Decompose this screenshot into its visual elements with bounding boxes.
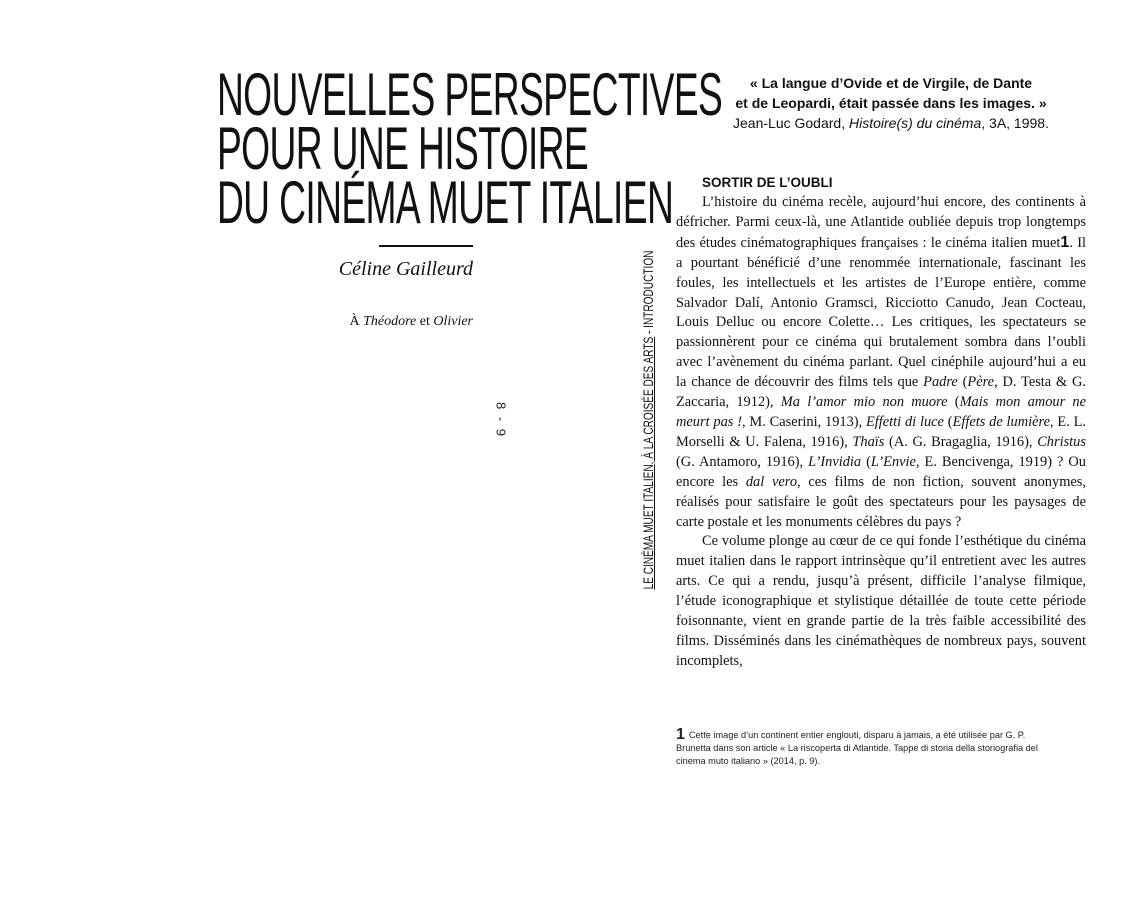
film-title-translation: Père [967,374,995,391]
text-run: , E. L. Morselli & U. Falena, 1916), [676,413,1086,450]
text-run: , M. Caserini, 1913), [742,413,866,430]
text-run: L’histoire du cinéma recèle, aujourd’hui encore, des continents à défricher. Parmi ceux-là, une Atlantide oubliée depuis trop longtemps des études cinématographiques françaises : le cinéma italien muet [676,194,1086,251]
chapter-title [216,61,723,236]
dedication-name-2: Olivier [433,314,473,329]
footnote-reference[interactable]: 1 [1060,233,1070,251]
epigraph-source-info: , 3A, 1998. [981,115,1049,131]
film-title: Thaïs [852,433,885,450]
title-divider [379,245,473,247]
film-title: Effetti di luce [865,413,944,430]
film-title-translation: L’Envie [870,453,916,470]
text-run: ( [957,374,968,391]
film-title: Christus [1037,433,1086,450]
text-run: . Il a pourtant bénéficié d’une renommée internationale, fascinant les foules, les intellectuels et les artistes de l’Europe entière, comme Salvador Dalí, Antonio Gramsci, Ricciotto Canudo, Jean Cocteau, Louis Delluc ou encore Colette… Les critiques, les spectateurs se passionnèrent pour ce cinéma qui brutalement sombra dans l’oubli avec l’avènement du cinéma parlant. Quel cinéphile aujourd’hui a eu la chance de découvrir des films tels que [676,234,1086,391]
film-title-translation: Effets de lumière [952,413,1050,430]
text-run: , ces films de non fiction, souvent anonymes, réalisés pour satisfaire le goût des spectateurs pour les paysages de carte postale et les monuments célèbres du pays ? [676,473,1086,530]
dedication-conj: et [416,314,434,329]
text-run: (A. G. Bragaglia, 1916), [884,433,1038,450]
title-line: NOUVELLES PERSPECTIVES [216,61,723,128]
running-head [640,185,656,656]
epigraph-source-title: Histoire(s) du cinéma [848,115,982,131]
epigraph-source [676,113,1106,133]
epigraph-source-author: Jean-Luc Godard, [733,115,849,131]
epigraph-line-1: « La langue d’Ovide et de Virgile, de Dante [749,75,1033,91]
text-run: (G. Antamoro, 1916), [676,453,809,470]
footnote-number: 1 [676,726,685,743]
film-title: L’Invidia [808,453,862,470]
epigraph-line-2: et de Leopardi, était passée dans les images. » [735,95,1047,111]
text-run: , D. Testa & G. Zaccaria, 1912), [676,374,1087,411]
paragraph: Ce volume plonge au cœur de ce qui fonde l’esthétique du cinéma muet italien dans le rapport intrinsèque qu’il entretient avec les autres arts. Ce qui a rendu, jusqu’à présent, difficile l’analyse filmique, l’étude iconographique et stylistique détaillée de toute cette période foisonnante, vient en grande partie de la très faible accessibilité des films. Disséminés dans les cinémathèques de nombreux pays, souvent incomplets, [676,533,1086,669]
footnote-text: Cette image d’un continent entier englouti, disparu à jamais, a été utilisée par G. P. Brunetta dans son article « La riscoperta di Atlantide. Tappe di storia della storiografia del cinema muto italiano » (2014, p. 9). [676,730,1038,766]
body-text [676,193,1086,672]
epigraph [676,73,1106,133]
text-run: ( [861,453,871,470]
paragraph [676,193,1086,532]
genre-term: dal vero [745,473,798,490]
text-run: , E. Bencivenga, 1919) ? Ou encore les [676,453,1086,490]
dedication-name-1: Théodore [363,314,417,329]
film-title: Padre [923,374,958,391]
running-head-section: - INTRODUCTION [640,250,656,337]
film-title: Ma l’amor mio non muore [780,394,948,411]
section-heading: SORTIR DE L’OUBLI [702,175,833,190]
text-run: ( [943,413,953,430]
author-name: Céline Gailleurd [338,258,473,280]
dedication-prefix: À [349,314,364,329]
text-run: ( [947,394,960,411]
running-head-book-title: LE CINÉMA MUET ITALIEN, À LA CROISÉE DES ARTS [640,336,656,590]
film-title-translation: Mais mon amour ne meurt pas ! [676,394,1087,430]
footnote [676,728,1048,768]
page-numbers: 8 - 9 [493,401,509,439]
title-line: POUR UNE HISTOIRE [216,115,589,182]
dedication [349,314,473,330]
title-line: DU CINÉMA MUET ITALIEN [216,169,674,236]
